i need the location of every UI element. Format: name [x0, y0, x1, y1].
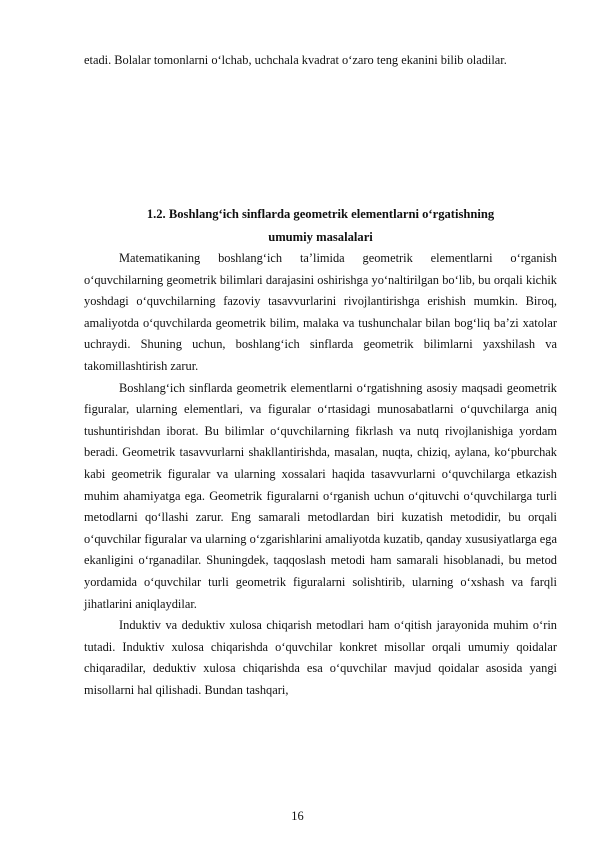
page-number: 16: [291, 809, 304, 823]
section-heading-line-1: 1.2. Boshlang‘ich sinflarda geometrik elementlarni o‘rgatishning: [146, 207, 495, 221]
section-heading: [84, 203, 557, 248]
paragraph-3: Induktiv va deduktiv xulosa chiqarish metodlari ham o‘qitish jarayonida muhim o‘rin tutadi. Induktiv xulosa chiqarishda o‘quvchilar konkret misollar orqali umumiy qoidalar chiqaradilar, deduktiv xulosa chiqarishda esa o‘quvchilar mavjud qoidalar asosida yangi misollarni hal qilishadi. Bundan tashqari,: [84, 618, 557, 697]
paragraph-1: Matematikaning boshlang‘ich ta’limida geometrik elementlarni o‘rganish o‘quvchilarning geometrik bilimlari darajasini oshirishga yo‘naltirilgan bo‘lib, bu orqali kichik yoshdagi o‘quvchilarning fazoviy tasavvurlarini rivojlantirishga erishish mumkin. Biroq, amaliyotda o‘quvchilarda geometrik bilim, malaka va tushunchalar bilan bog‘liq ba’zi xatolar uchraydi. Shuning uchun, boshlang‘ich sinflarda geometrik bilimlarni yaxshilash va takomillashtirish zarur.: [84, 251, 557, 373]
body-text: [84, 248, 557, 701]
paragraph-2: Boshlang‘ich sinflarda geometrik elementlarni o‘rgatishning asosiy maqsadi geometrik figuralar, ularning elementlari, va figuralar o‘rtasidagi munosabatlarni o‘quvchilarga aniq tushuntirishdan iborat. Bu bilimlar o‘quvchilarning fikrlash va nutq rivojlanishiga yordam beradi. Geometrik tasavvurlarni shakllantirishda, masalan, nuqta, chiziq, aylana, ko‘pburchak kabi geometrik figuralar va ularning xossalari haqida tasavvurlarni o‘quvchilarga etkazish muhim ahamiyatga ega. Geometrik figuralarni o‘rganish uchun o‘qituvchi o‘quvchilarga turli metodlarni qo‘llashi zarur. Eng samarali metodlardan biri kuzatish metodidir, bu orqali o‘quvchilar figuralar va ularning o‘zgarishlarini amaliyotda kuzatib, qanday xususiyatlarga ega ekanligini o‘rganadilar. Shuningdek, taqqoslash metodi ham samarali hisoblanadi, bu metod yordamida o‘quvchilar turli geometrik figuralarni solishtirib, ularning o‘xshash va farqli jihatlarini aniqlaydilar.: [84, 380, 557, 611]
section-heading-line-2: umumiy masalalari: [268, 229, 373, 244]
top-paragraph: etadi. Bolalar tomonlarni o‘lchab, uchchala kvadrat o‘zaro teng ekanini bilib oladilar.: [84, 53, 507, 67]
